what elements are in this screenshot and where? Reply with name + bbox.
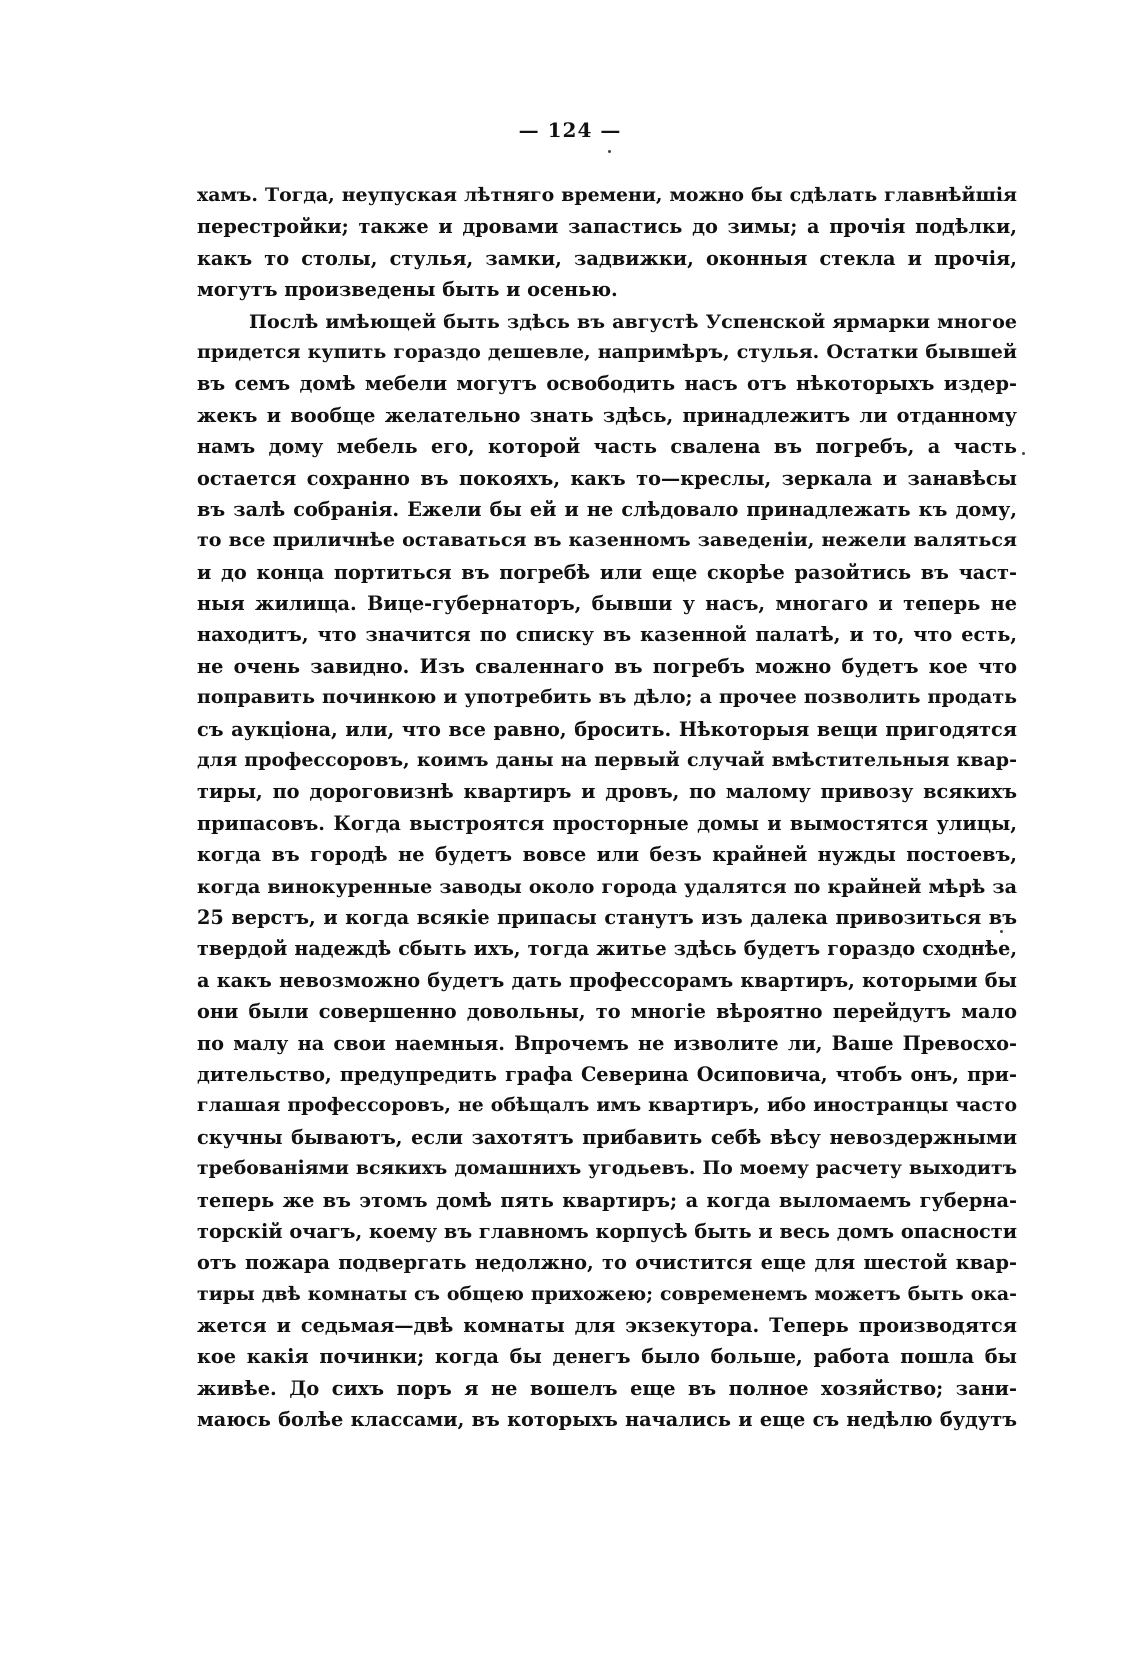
text-line: маюсь болѣе классами, въ которыхъ начались и еще съ недѣлю будутъ bbox=[197, 1408, 1017, 1432]
text-line: Послѣ имѣющей быть здѣсь въ августѣ Успенской ярмарки многое bbox=[249, 309, 1017, 333]
text-line: а какъ невозможно будетъ дать профессорамъ квартиръ, которыми бы bbox=[197, 968, 1017, 992]
text-line: 25 верстъ, и когда всякіе припасы станутъ изъ далека привозиться въ bbox=[197, 905, 1017, 929]
text-line: когда въ городѣ не будетъ вовсе или безъ крайней нужды постоевъ, bbox=[197, 843, 1017, 867]
text-line: съ аукціона, или, что все равно, бросить. Нѣкоторыя вещи пригодятся bbox=[197, 717, 1017, 741]
text-line: жекъ и вообще желательно знать здѣсь, принадлежитъ ли отданному bbox=[197, 403, 1017, 427]
text-line: перестройки; также и дровами запастись до зимы; а прочія подѣлки, bbox=[197, 215, 1017, 239]
text-line: могутъ произведены быть и осенью. bbox=[197, 278, 618, 302]
text-line: жется и седьмая—двѣ комнаты для экзекутора. Теперь производятся bbox=[197, 1314, 1017, 1338]
text-line: какъ то столы, стулья, замки, задвижки, оконныя стекла и прочія, bbox=[197, 246, 1017, 270]
text-line: отъ пожара подвергать недолжно, то очистится еще для шестой квар- bbox=[197, 1251, 1017, 1275]
text-line: когда винокуренные заводы около города удалятся по крайней мѣрѣ за bbox=[197, 874, 1017, 898]
page-number: — 124 — bbox=[518, 118, 622, 142]
scan-speck bbox=[608, 150, 611, 153]
text-line: кое какія починки; когда бы денегъ было больше, работа пошла бы bbox=[197, 1345, 1017, 1369]
text-line: для профессоровъ, коимъ даны на первый случай вмѣстительныя квар- bbox=[197, 749, 1017, 772]
scan-speck bbox=[1000, 930, 1003, 933]
text-line: то все приличнѣе оставаться въ казенномъ заведеніи, нежели валяться bbox=[197, 529, 1017, 552]
text-line: требованіями всякихъ домашнихъ угодьевъ. По моему расчету выходитъ bbox=[197, 1157, 1017, 1180]
text-line: глашая профессоровъ, не обѣщалъ имъ квартиръ, ибо иностранцы часто bbox=[197, 1094, 1017, 1117]
text-line: и до конца портиться въ погребѣ или еще скорѣе разойтись въ част- bbox=[197, 560, 1017, 584]
text-line: придется купить гораздо дешевле, напримѣръ, стулья. Остатки бывшей bbox=[197, 340, 1017, 363]
text-line: намъ дому мебель его, которой часть свалена въ погребъ, а часть bbox=[197, 435, 1017, 459]
text-line: въ семъ домѣ мебели могутъ освободить насъ отъ нѣкоторыхъ издер- bbox=[197, 372, 1017, 396]
text-line: находитъ, что значится по списку въ казенной палатѣ, и то, что есть, bbox=[197, 623, 1017, 647]
text-line: ныя жилища. Вице-губернаторъ, бывши у насъ, многаго и теперь не bbox=[197, 592, 1017, 616]
text-block bbox=[197, 180, 1017, 1436]
text-line: теперь же въ этомъ домѣ пять квартиръ; а когда выломаемъ губерна- bbox=[197, 1188, 1017, 1212]
text-line: поправить починкою и употребить въ дѣло; а прочее позволить продать bbox=[197, 686, 1017, 709]
text-line: твердой надеждѣ сбыть ихъ, тогда житье здѣсь будетъ гораздо сходнѣе, bbox=[197, 937, 1017, 961]
text-line: остается сохранно въ покояхъ, какъ то—креслы, зеркала и занавѣсы bbox=[197, 466, 1017, 490]
text-line: въ залѣ собранія. Ежели бы ей и не слѣдовало принадлежать къ дому, bbox=[197, 497, 1017, 521]
scan-speck bbox=[1022, 452, 1025, 455]
text-line: по малу на свои наемныя. Впрочемъ не изволите ли, Ваше Превосхо- bbox=[197, 1031, 1017, 1055]
text-line: живѣе. До сихъ поръ я не вошелъ еще въ полное хозяйство; зани- bbox=[197, 1376, 1017, 1400]
text-line: торскій очагъ, коему въ главномъ корпусѣ быть и весь домъ опасности bbox=[197, 1219, 1017, 1243]
text-line: дительство, предупредить графа Северина Осиповича, чтобъ онъ, при- bbox=[197, 1062, 1017, 1086]
text-line: тиры, по дороговизнѣ квартиръ и дровъ, по малому привозу всякихъ bbox=[197, 780, 1017, 804]
text-line: тиры двѣ комнаты съ общею прихожею; современемъ можетъ быть ока- bbox=[197, 1282, 1017, 1305]
text-line: припасовъ. Когда выстроятся просторные домы и вымостятся улицы, bbox=[197, 811, 1017, 835]
text-line: не очень завидно. Изъ сваленнаго въ погребъ можно будетъ кое что bbox=[197, 654, 1017, 678]
text-line: хамъ. Тогда, неупуская лѣтняго времени, можно бы сдѣлать главнѣйшія bbox=[197, 184, 1017, 206]
text-line: скучны бываютъ, если захотятъ прибавить себѣ вѣсу невоздержными bbox=[197, 1125, 1017, 1149]
text-line: они были совершенно довольны, то многіе вѣроятно перейдутъ мало bbox=[197, 1000, 1017, 1024]
